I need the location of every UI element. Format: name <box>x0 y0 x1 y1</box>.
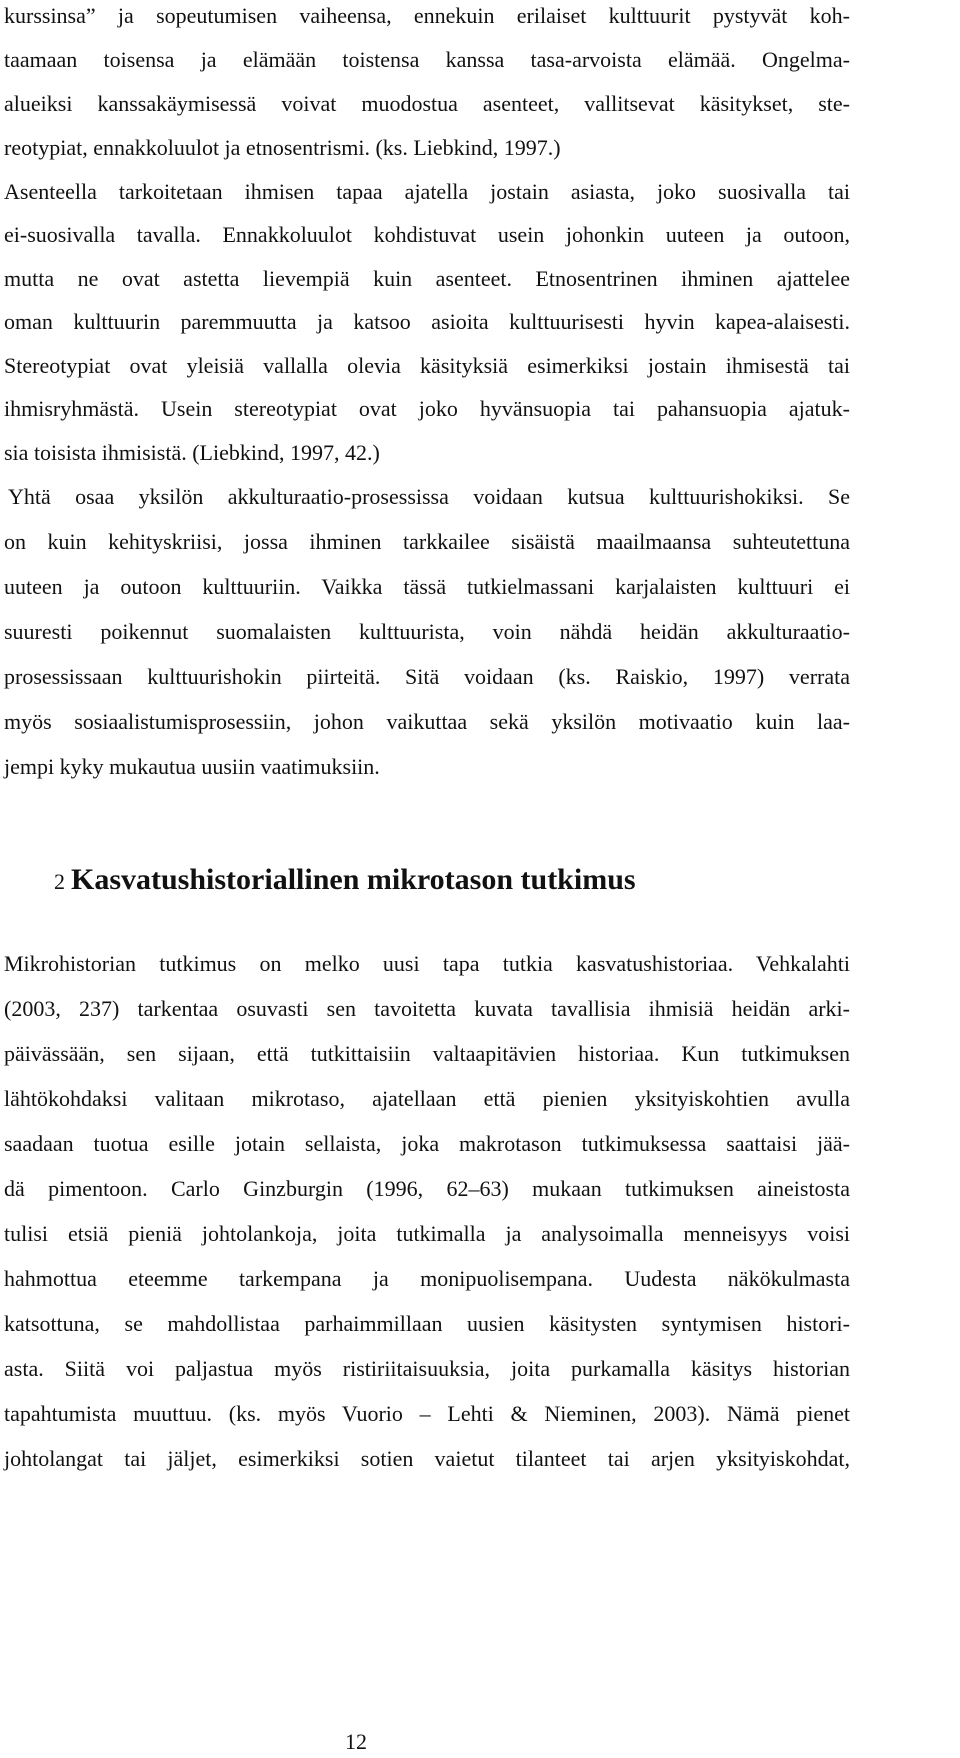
text-line: dä pimentoon. Carlo Ginzburgin (1996, 62–63) mukaan tutkimuksen aineistosta <box>4 1176 850 1201</box>
text-line: kurssinsa” ja sopeutumisen vaiheensa, ennekuin erilaiset kulttuurit pystyvät koh- <box>4 3 850 28</box>
text-line: Mikrohistorian tutkimus on melko uusi tapa tutkia kasvatushistoriaa. Vehkalahti <box>4 951 850 976</box>
text-line: prosessissaan kulttuurishokin piirteitä. Sitä voidaan (ks. Raiskio, 1997) verrata <box>4 664 850 689</box>
text-line: tulisi etsiä pieniä johtolankoja, joita tutkimalla ja analysoimalla menneisyys voisi <box>4 1221 850 1246</box>
text-line: tapahtumista muuttuu. (ks. myös Vuorio – Lehti & Nieminen, 2003). Nämä pienet <box>4 1401 850 1426</box>
text-line: Yhtä osaa yksilön akkulturaatio-prosessissa voidaan kutsua kulttuurishokiksi. Se <box>8 484 850 509</box>
text-line: Stereotypiat ovat yleisiä vallalla olevia käsityksiä esimerkiksi jostain ihmisestä tai <box>4 353 850 378</box>
text-line: mutta ne ovat astetta lievempiä kuin asenteet. Etnosentrinen ihminen ajattelee <box>4 266 850 291</box>
section-number: 2 <box>54 869 65 894</box>
text-line: sia toisista ihmisistä. (Liebkind, 1997, 42.) <box>4 440 380 465</box>
text-line: päivässään, sen sijaan, että tutkittaisiin valtaapitävien historiaa. Kun tutkimuksen <box>4 1041 850 1066</box>
page-number: 12 <box>345 1729 367 1754</box>
text-line: suuresti poikennut suomalaisten kulttuurista, voin nähdä heidän akkulturaatio- <box>4 619 850 644</box>
text-line: alueiksi kanssakäymisessä voivat muodostua asenteet, vallitsevat käsitykset, ste- <box>4 91 850 116</box>
text-line: taamaan toisensa ja elämään toistensa kanssa tasa-arvoista elämää. Ongelma- <box>4 47 850 72</box>
section-heading <box>54 860 636 902</box>
text-line: reotypiat, ennakkoluulot ja etnosentrismi. (ks. Liebkind, 1997.) <box>4 135 561 160</box>
text-line: on kuin kehityskriisi, jossa ihminen tarkkailee sisäistä maailmaansa suhteutettuna <box>4 529 850 554</box>
section-title: Kasvatushistoriallinen mikrotason tutkimus <box>71 863 636 896</box>
text-line: Asenteella tarkoitetaan ihmisen tapaa ajatella jostain asiasta, joko suosivalla tai <box>4 179 850 204</box>
text-line: uuteen ja outoon kulttuuriin. Vaikka tässä tutkielmassani karjalaisten kulttuuri ei <box>4 574 850 599</box>
text-line: katsottuna, se mahdollistaa parhaimmillaan uusien käsitysten syntymisen histori- <box>4 1311 850 1336</box>
text-line: jempi kyky mukautua uusiin vaatimuksiin. <box>4 754 380 779</box>
text-line: ihmisryhmästä. Usein stereotypiat ovat joko hyvänsuopia tai pahansuopia ajatuk- <box>4 396 850 421</box>
text-line: hahmottua eteemme tarkempana ja monipuolisempana. Uudesta näkökulmasta <box>4 1266 850 1291</box>
text-line: saadaan tuotua esille jotain sellaista, joka makrotason tutkimuksessa saattaisi jää- <box>4 1131 850 1156</box>
text-line: asta. Siitä voi paljastua myös ristiriitaisuuksia, joita purkamalla käsitys historian <box>4 1356 850 1381</box>
text-line: oman kulttuurin paremmuutta ja katsoo asioita kulttuurisesti hyvin kapea-alaisesti. <box>4 309 850 334</box>
text-line: johtolangat tai jäljet, esimerkiksi sotien vaietut tilanteet tai arjen yksityiskohdat, <box>4 1446 850 1471</box>
text-line: myös sosiaalistumisprosessiin, johon vaikuttaa sekä yksilön motivaatio kuin laa- <box>4 709 850 734</box>
text-line: (2003, 237) tarkentaa osuvasti sen tavoitetta kuvata tavallisia ihmisiä heidän arki- <box>4 996 850 1021</box>
text-line: lähtökohdaksi valitaan mikrotaso, ajatellaan että pienien yksityiskohtien avulla <box>4 1086 850 1111</box>
text-line: ei-suosivalla tavalla. Ennakkoluulot kohdistuvat usein johonkin uuteen ja outoon, <box>4 222 850 247</box>
